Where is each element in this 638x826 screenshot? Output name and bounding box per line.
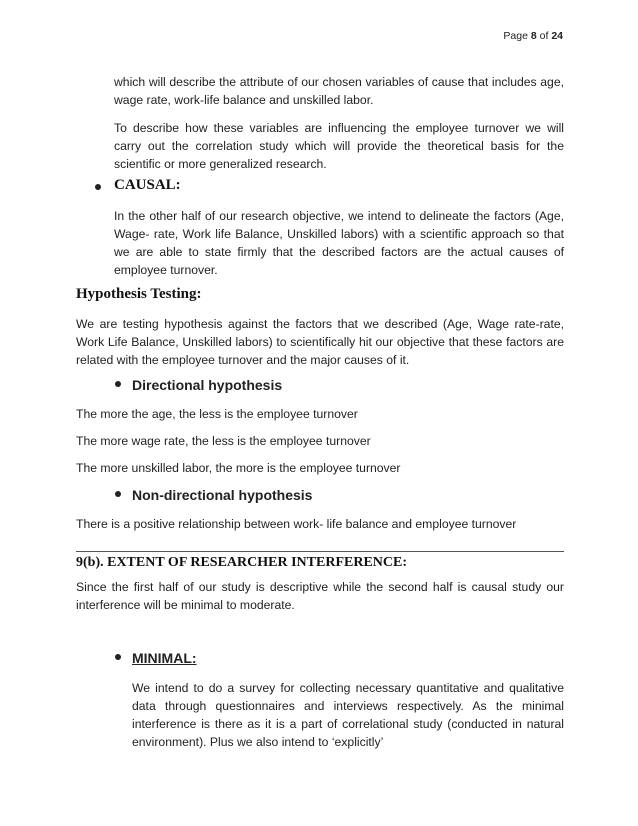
paragraph-correlation-study: To describe how these variables are influencing the employee turnover we will carry out the correlation study which will provide the theoretical basis for the scientific or more generalized research. (114, 121, 564, 171)
current-page: 8 (530, 30, 537, 42)
causal-heading: CAUSAL: (114, 177, 181, 193)
paragraph-hypothesis-testing: We are testing hypothesis against the factors that we described (Age, Wage rate-rate, Work Life Balance, Unskilled labors) to scientifically hit our objective that these factors are related with the employee turnover and the major causes of it. (76, 317, 564, 367)
directional-hypothesis-heading: Directional hypothesis (132, 377, 283, 393)
non-directional-statement: There is a positive relationship between work- life balance and employee turnover (76, 517, 517, 531)
hypothesis-testing-heading: Hypothesis Testing: (76, 286, 202, 302)
bullet-icon (115, 654, 121, 660)
minimal-heading: MINIMAL: (132, 650, 197, 666)
total-pages: 24 (551, 30, 563, 42)
paragraph-minimal: We intend to do a survey for collecting necessary quantitative and qualitative data through questionnaires and interviews respectively. As the minimal interference is there as it is a part of correlational study (conducted in natural environment). Plus we also intend to ‘explicitly’ (132, 681, 564, 749)
page-number (503, 30, 563, 42)
section-divider (76, 551, 564, 552)
of-label: of (539, 30, 549, 42)
paragraph-causal: In the other half of our research objective, we intend to delineate the factors (Age, Wage- rate, Work life Balance, Unskilled labors) with a scientific approach so that we are able to state firmly that the described factors are the actual causes of employee turnover. (114, 209, 564, 277)
paragraph-extent: Since the first half of our study is descriptive while the second half is causal study our interference will be minimal to moderate. (76, 580, 564, 612)
page-label: Page (503, 30, 528, 42)
paragraph-descriptive-continued: which will describe the attribute of our chosen variables of cause that includes age, wage rate, work-life balance and unskilled labor. (114, 75, 564, 107)
non-directional-hypothesis-heading: Non-directional hypothesis (132, 487, 313, 503)
bullet-icon (115, 381, 121, 387)
directional-item-wage: The more wage rate, the less is the employee turnover (76, 434, 371, 448)
bullet-icon (95, 184, 101, 190)
bullet-icon (115, 491, 121, 497)
extent-heading: 9(b). EXTENT OF RESEARCHER INTERFERENCE: (76, 555, 407, 570)
directional-item-age: The more the age, the less is the employee turnover (76, 407, 358, 421)
directional-item-labor: The more unskilled labor, the more is the employee turnover (76, 461, 401, 475)
